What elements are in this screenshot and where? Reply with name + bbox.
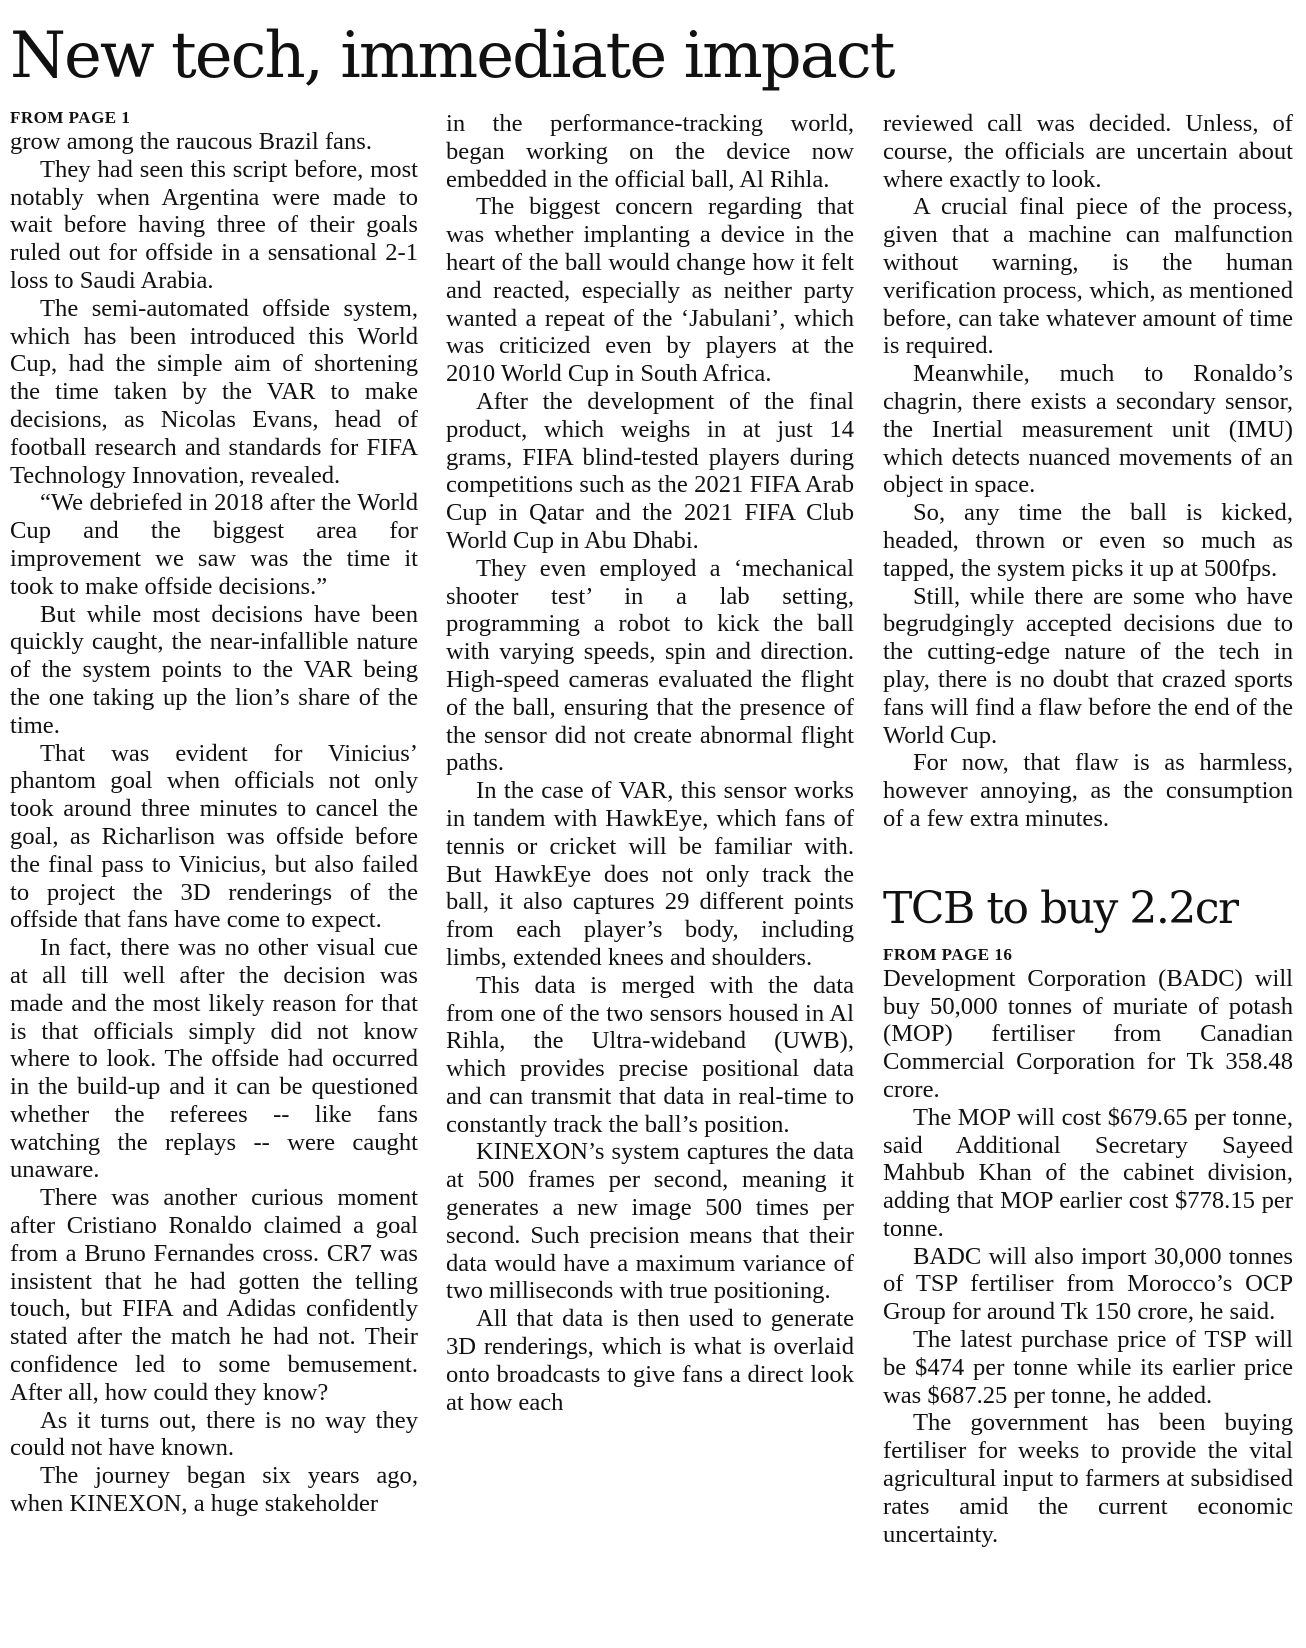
paragraph: That was evident for Vinicius’ phantom goal when officials not only took around three minutes to cancel the goal, as Richarlison was offside before the final pass to Vinicius, but also failed to project the 3D renderings of the offside that fans have come to expect.	[10, 739, 418, 934]
paragraph: In the case of VAR, this sensor works in tandem with HawkEye, which fans of tennis or cricket will be familiar with. But HawkEye does not only track the ball, it also captures 29 different points from each player’s body, including limbs, extended knees and shoulders.	[446, 777, 854, 971]
paragraph: But while most decisions have been quickly caught, the near-infallible nature of the system points to the VAR being the one taking up the lion’s share of the time.	[10, 600, 418, 739]
paragraph: Development Corporation (BADC) will buy 50,000 tonnes of muriate of potash (MOP) fertiliser from Canadian Commercial Corporation for Tk 358.48 crore.	[883, 964, 1293, 1103]
paragraph: All that data is then used to generate 3D renderings, which is what is overlaid onto broadcasts to give fans a direct look at how each	[446, 1305, 854, 1416]
article-column-3	[883, 110, 1293, 1548]
main-headline: New tech, immediate impact	[10, 19, 894, 93]
paragraph: The government has been buying fertiliser for weeks to provide the vital agricultural input to farmers at subsidised rates amid the current economic uncertainty.	[883, 1409, 1293, 1548]
paragraph: In fact, there was no other visual cue at all till well after the decision was made and the most likely reason for that is that officials simply did not know where to look. The offside had occurred in the build-up and it can be questioned whether the referees -- like fans watching the replays -- were caught unaware.	[10, 934, 418, 1184]
paragraph: For now, that flaw is as harmless, however annoying, as the consumption of a few extra minutes.	[883, 749, 1293, 832]
paragraph: The MOP will cost $679.65 per tonne, said Additional Secretary Sayeed Mahbub Khan of the cabinet division, adding that MOP earlier cost $778.15 per tonne.	[883, 1103, 1293, 1242]
paragraph: The biggest concern regarding that was whether implanting a device in the heart of the ball would change how it felt and reacted, especially as neither party wanted a repeat of the ‘Jabulani’, which was criticized even by players at the 2010 World Cup in South Africa.	[446, 193, 854, 388]
paragraph: The journey began six years ago, when KINEXON, a huge stakeholder	[10, 1462, 418, 1518]
paragraph: As it turns out, there is no way they could not have known.	[10, 1406, 418, 1462]
paragraph: reviewed call was decided. Unless, of course, the officials are uncertain about where exactly to look.	[883, 110, 1293, 193]
paragraph: “We debriefed in 2018 after the World Cup and the biggest area for improvement we saw was the time it took to make offside decisions.”	[10, 489, 418, 600]
paragraph: A crucial final piece of the process, given that a machine can malfunction without warning, is the human verification process, which, as mentioned before, can take whatever amount of time is required.	[883, 193, 1293, 360]
article-column-2	[446, 110, 854, 1416]
paragraph: KINEXON’s system captures the data at 500 frames per second, meaning it generates a new image 500 times per second. Such precision means that their data would have a maximum variance of two milliseconds with true positioning.	[446, 1138, 854, 1305]
paragraph: So, any time the ball is kicked, headed, thrown or even so much as tapped, the system picks it up at 500fps.	[883, 499, 1293, 582]
paragraph: in the performance-tracking world, began working on the device now embedded in the official ball, Al Rihla.	[446, 110, 854, 193]
article-column-1	[10, 108, 418, 1518]
paragraph: There was another curious moment after Cristiano Ronaldo claimed a goal from a Bruno Fernandes cross. CR7 was insistent that he had gotten the telling touch, but FIFA and Adidas confidently stated after the match he had not. Their confidence led to some bemusement. After all, how could they know?	[10, 1184, 418, 1406]
continuation-kicker: FROM PAGE 1	[10, 108, 131, 127]
second-story-headline: TCB to buy 2.2cr	[883, 882, 1238, 934]
paragraph: This data is merged with the data from one of the two sensors housed in Al Rihla, the Ultra-wideband (UWB), which provides precise positional data and can transmit that data in real-time to constantly track the ball’s position.	[446, 971, 854, 1138]
paragraph: BADC will also import 30,000 tonnes of TSP fertiliser from Morocco’s OCP Group for around Tk 150 crore, he said.	[883, 1242, 1293, 1326]
paragraph: Meanwhile, much to Ronaldo’s chagrin, there exists a secondary sensor, the Inertial measurement unit (IMU) which detects nuanced movements of an object in space.	[883, 360, 1293, 499]
paragraph: Still, while there are some who have begrudgingly accepted decisions due to the cutting-edge nature of the tech in play, there is no doubt that crazed sports fans will find a flaw before the end of the World Cup.	[883, 582, 1293, 749]
paragraph: The semi-automated offside system, which has been introduced this World Cup, had the simple aim of shortening the time taken by the VAR to make decisions, as Nicolas Evans, head of football research and standards for FIFA Technology Innovation, revealed.	[10, 294, 418, 489]
paragraph: The latest purchase price of TSP will be $474 per tonne while its earlier price was $687.25 per tonne, he added.	[883, 1326, 1293, 1409]
paragraph: After the development of the final product, which weighs in at just 14 grams, FIFA blind-tested players during competitions such as the 2021 FIFA Arab Cup in Qatar and the 2021 FIFA Club World Cup in Abu Dhabi.	[446, 387, 854, 554]
paragraph: They had seen this script before, most notably when Argentina were made to wait before having three of their goals ruled out for offside in a sensational 2-1 loss to Saudi Arabia.	[10, 155, 418, 294]
paragraph: They even employed a ‘mechanical shooter test’ in a lab setting, programming a robot to kick the ball with varying speeds, spin and direction. High-speed cameras evaluated the flight of the ball, ensuring that the presence of the sensor did not create abnormal flight paths.	[446, 554, 854, 777]
paragraph: grow among the raucous Brazil fans.	[10, 128, 372, 155]
second-story-kicker: FROM PAGE 16	[883, 944, 1013, 964]
